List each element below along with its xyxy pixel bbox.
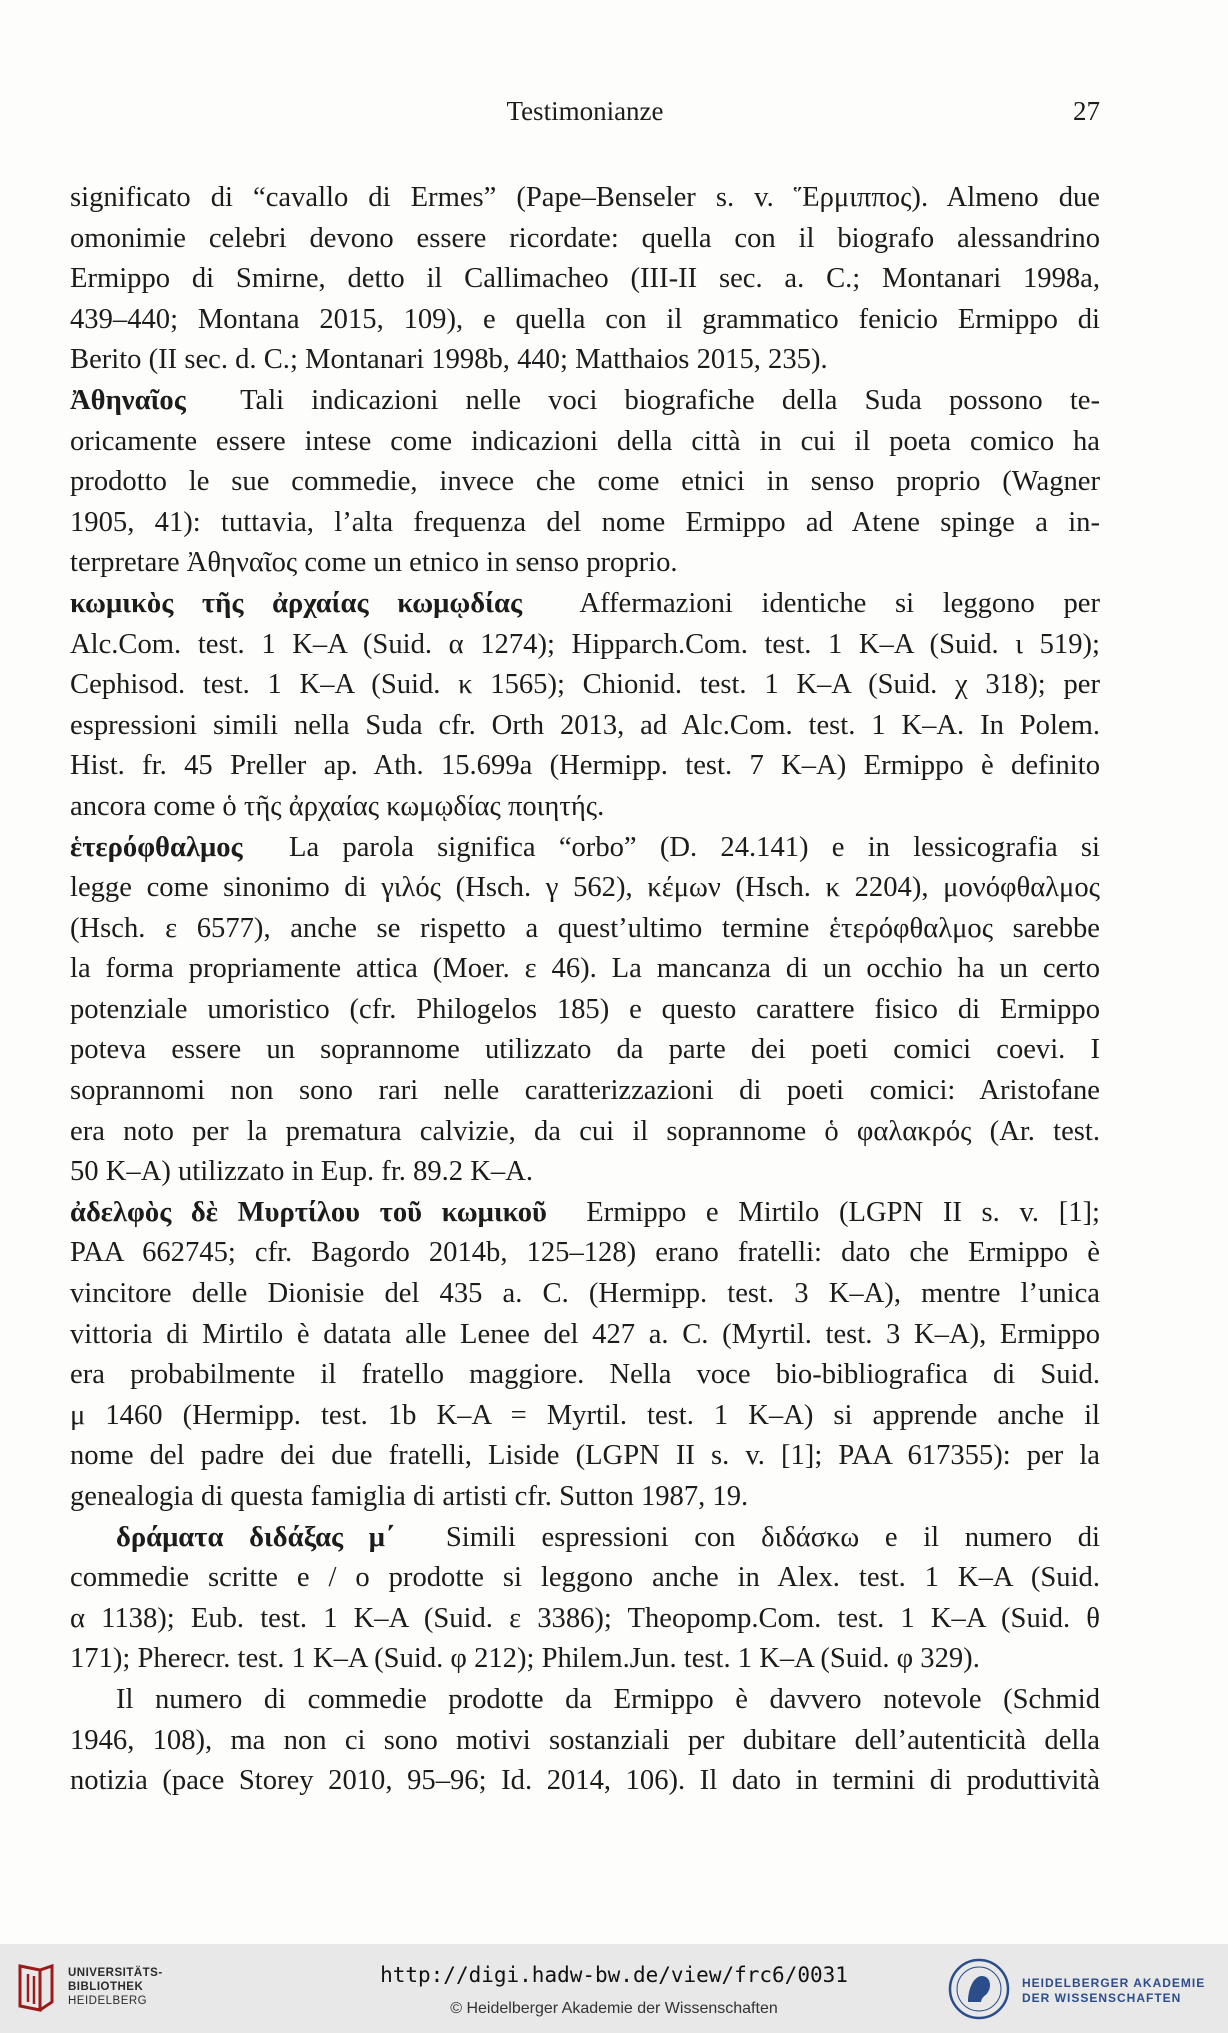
lemma-adelphos: ἀδελφὸς δὲ Μυρτίλου τοῦ κωμικοῦ xyxy=(70,1196,547,1228)
text-line: era noto per la prematura calvizie, da cui il soprannome ὁ φαλακρός (Ar. test. xyxy=(70,1115,1100,1147)
lemma-komikos: κωμικὸς τῆς ἀρχαίας κωμῳδίας xyxy=(70,587,523,619)
text-line: Berito (II sec. d. C.; Montanari 1998b, 440; Matthaios 2015, 235). xyxy=(70,344,828,376)
copyright-notice: © Heidelberger Akademie der Wissenschaften xyxy=(450,2000,778,2017)
lemma-heterophthalmos: ἑτερόφθαλμος xyxy=(70,831,243,863)
text-line: prodotto le sue commedie, invece che come etnici in senso proprio (Wagner xyxy=(70,466,1100,498)
text-fragment: La parola significa “orbo” (D. 24.141) e in lessicografia si xyxy=(289,831,1100,863)
lemma-athenaios: Ἀθηναῖος xyxy=(70,384,186,416)
text-line: ancora come ὁ τῆς ἀρχαίας κωμῳδίας ποιητής. xyxy=(70,790,605,822)
permalink-url[interactable]: http://digi.hadw-bw.de/view/frc6/0031 xyxy=(380,1963,848,1987)
text-line: espressioni simili nella Suda cfr. Orth 2013, ad Alc.Com. test. 1 K–A. In Polem. xyxy=(70,709,1100,741)
text-line: Alc.Com. test. 1 K–A (Suid. α 1274); Hipparch.Com. test. 1 K–A (Suid. ι 519); xyxy=(70,628,1100,660)
text-fragment: Ermippo e Mirtilo (LGPN II s. v. [1]; xyxy=(586,1196,1101,1228)
text-line: Cephisod. test. 1 K–A (Suid. κ 1565); Chionid. test. 1 K–A (Suid. χ 318); per xyxy=(70,669,1100,701)
text-fragment: Affermazioni identiche si leggono per xyxy=(579,587,1100,619)
text-line: nome del padre dei due fratelli, Liside (LGPN II s. v. [1]; PAA 617355): per la xyxy=(70,1440,1100,1472)
text-line: terpretare Ἀθηναῖος come un etnico in senso proprio. xyxy=(70,547,678,579)
paragraph-first-line xyxy=(70,381,1100,422)
text-line: era probabilmente il fratello maggiore. Nella voce bio-bibliografica di Suid. xyxy=(70,1359,1100,1391)
text-line: 1946, 108), ma non ci sono motivi sostanziali per dubitare dell’autenticità della xyxy=(70,1724,1100,1756)
text-line: commedie scritte e / o prodotte si leggono anche in Alex. test. 1 K–A (Suid. xyxy=(70,1562,1100,1594)
text-line: Il numero di commedie prodotte da Ermippo è davvero notevole (Schmid xyxy=(116,1683,1100,1715)
text-line: 1905, 41): tuttavia, l’alta frequenza del nome Ermippo ad Atene spinge a in- xyxy=(70,506,1100,538)
text-line: significato di “cavallo di Ermes” (Pape–Benseler s. v. Ἕρμιππος). Almeno due xyxy=(70,182,1100,213)
text-fragment: Tali indicazioni nelle voci biografiche della Suda possono te- xyxy=(240,384,1100,416)
text-line: Ermippo di Smirne, detto il Callimacheo (III-II sec. a. C.; Montanari 1998a, xyxy=(70,263,1100,295)
text-line: μ 1460 (Hermipp. test. 1b K–A = Myrtil. test. 1 K–A) si apprende anche il xyxy=(70,1399,1100,1431)
paragraph-first-line xyxy=(70,1193,1100,1234)
text-line: soprannomi non sono rari nelle caratterizzazioni di poeti comici: Aristofane xyxy=(70,1075,1100,1107)
text-line: α 1138); Eub. test. 1 K–A (Suid. ε 3386); Theopomp.Com. test. 1 K–A (Suid. θ xyxy=(70,1602,1100,1634)
university-library-name: UNIVERSITÄTS- BIBLIOTHEK HEIDELBERG xyxy=(68,1967,163,2007)
running-title: Testimonianze xyxy=(506,96,664,126)
academy-seal-icon xyxy=(948,1958,1010,2020)
page-header xyxy=(70,96,1100,140)
text-line: vincitore delle Dionisie del 435 a. C. (Hermipp. test. 3 K–A), mentre l’unica xyxy=(70,1278,1100,1310)
text-line: legge come sinonimo di γιλός (Hsch. γ 562), κέμων (Hsch. κ 2204), μονόφθαλμος xyxy=(70,872,1100,904)
paragraph-first-line xyxy=(70,1518,1100,1559)
text-line: 439–440; Montana 2015, 109), e quella con il grammatico fenicio Ermippo di xyxy=(70,303,1100,335)
paragraph-first-line xyxy=(70,828,1100,869)
text-line: 50 K–A) utilizzato in Eup. fr. 89.2 K–A. xyxy=(70,1156,533,1188)
text-line: la forma propriamente attica (Moer. ε 46). La mancanza di un occhio ha un certo xyxy=(70,953,1100,985)
text-line: oricamente essere intese come indicazioni della città in cui il poeta comico ha xyxy=(70,425,1100,457)
text-line: notizia (pace Storey 2010, 95–96; Id. 2014, 106). Il dato in termini di produttività xyxy=(70,1765,1100,1797)
text-line: poteva essere un soprannome utilizzato da parte dei poeti comici coevi. I xyxy=(70,1034,1100,1066)
text-line: omonimie celebri devono essere ricordate: quella con il biografo alessandrino xyxy=(70,222,1100,254)
page-number: 27 xyxy=(1073,96,1100,126)
text-line: 171); Pherecr. test. 1 K–A (Suid. φ 212); Philem.Jun. test. 1 K–A (Suid. φ 329). xyxy=(70,1643,980,1675)
lemma-dramata: δράματα διδάξας μ΄ xyxy=(116,1521,395,1553)
text-line: Hist. fr. 45 Preller ap. Ath. 15.699a (Hermipp. test. 7 K–A) Ermippo è definito xyxy=(70,750,1100,782)
text-line: PAA 662745; cfr. Bagordo 2014b, 125–128) erano fratelli: dato che Ermippo è xyxy=(70,1237,1100,1269)
text-line: vittoria di Mirtilo è datata alle Lenee del 427 a. C. (Myrtil. test. 3 K–A), Ermippo xyxy=(70,1318,1100,1350)
body-text xyxy=(70,178,1100,1802)
text-line: potenziale umoristico (cfr. Philogelos 185) e questo carattere fisico di Ermippo xyxy=(70,993,1100,1025)
text-line: genealogia di questa famiglia di artisti cfr. Sutton 1987, 19. xyxy=(70,1481,749,1512)
paragraph-first-line xyxy=(70,584,1100,625)
text-fragment: Simili espressioni con διδάσκω e il numero di xyxy=(445,1521,1101,1553)
digitization-footer xyxy=(0,1944,1228,2033)
text-line: (Hsch. ε 6577), anche se rispetto a quest’ultimo termine ἑτερόφθαλμος sarebbe xyxy=(70,912,1100,944)
academy-name: HEIDELBERGER AKADEMIE DER WISSENSCHAFTEN xyxy=(1022,1976,1206,2005)
